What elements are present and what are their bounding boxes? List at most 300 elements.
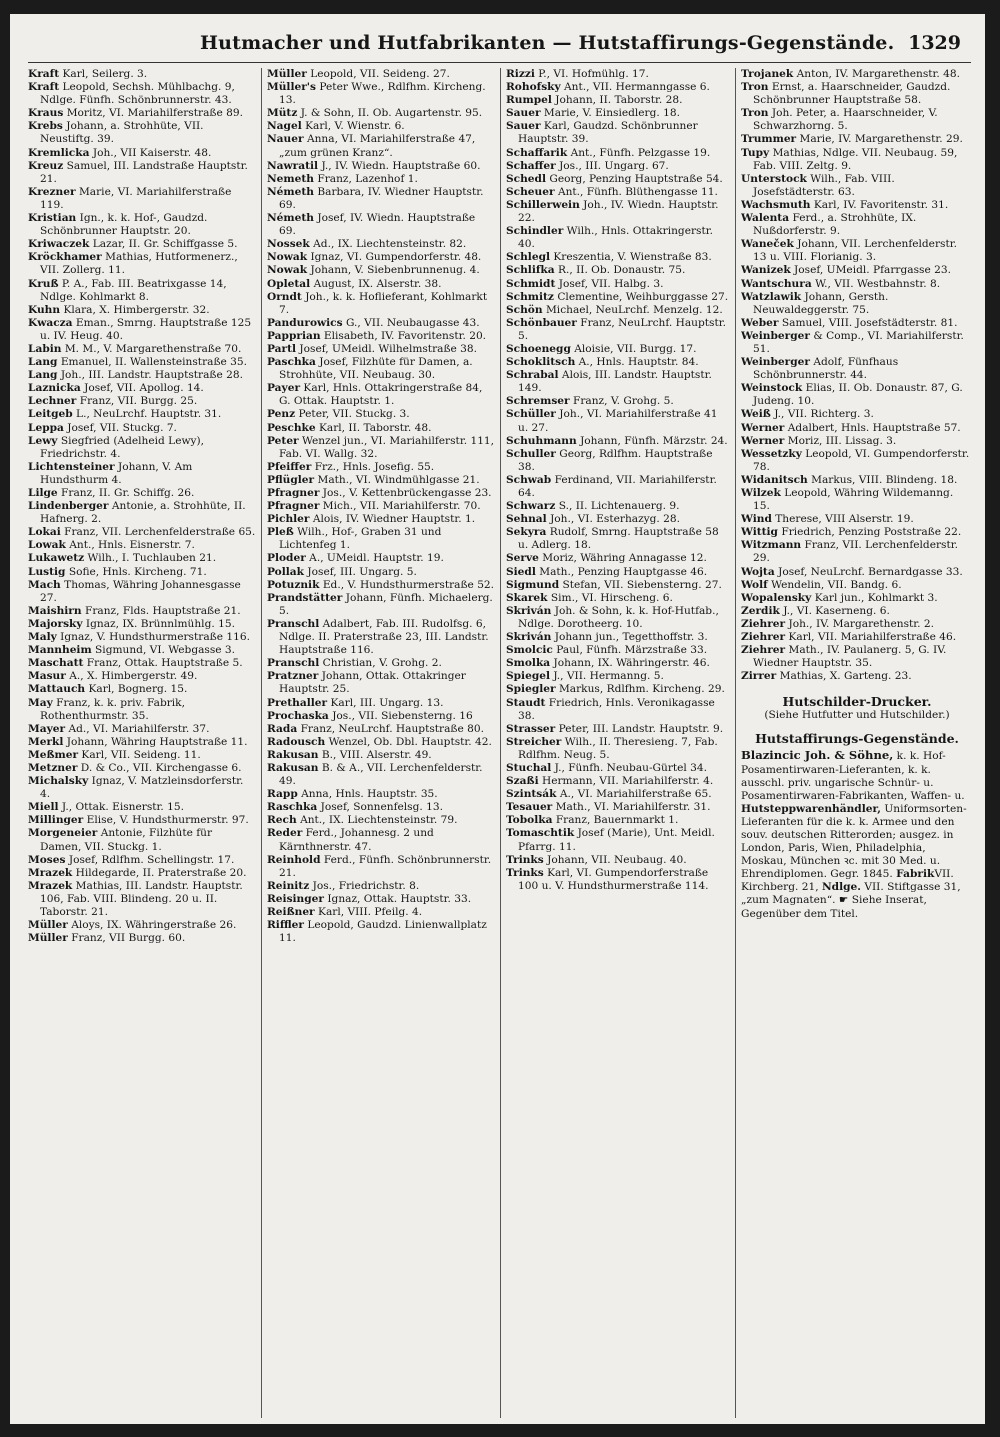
entry-name: Schön bbox=[506, 303, 543, 316]
entry-name: Laznicka bbox=[28, 382, 81, 395]
directory-entry bbox=[267, 762, 495, 788]
directory-entry bbox=[28, 317, 256, 343]
directory-entry bbox=[267, 186, 495, 212]
entry-details: Lazar, II. Gr. Schiffgasse 5. bbox=[92, 238, 238, 251]
column-rule bbox=[500, 68, 501, 1418]
entry-name: Rapp bbox=[267, 788, 298, 801]
entry-details: Johann, IX. Währingerstr. 46. bbox=[553, 657, 710, 670]
entry-name: Spiegler bbox=[506, 683, 556, 696]
directory-entry bbox=[506, 736, 730, 762]
entry-details: J., VII. Hermanng. 5. bbox=[553, 670, 664, 683]
entry-name: Stuchal bbox=[506, 761, 552, 774]
directory-entry bbox=[28, 395, 256, 408]
entry-details: J. & Sohn, II. Ob. Augartenstr. 95. bbox=[300, 107, 483, 120]
directory-entry bbox=[28, 880, 256, 919]
entry-details: Leopold, Währing Wildemanng. 15. bbox=[753, 487, 954, 513]
entry-name: Wopalensky bbox=[741, 591, 812, 604]
entry-name: Watzlawik bbox=[741, 290, 802, 303]
entry-details: Josef, UMeidl. Wilhelmstraße 38. bbox=[299, 342, 478, 355]
directory-entry bbox=[267, 435, 495, 461]
ad-text-1: k. k. Hof-Posamentirwaren-Lieferanten, bbox=[741, 750, 946, 776]
entry-details: Joh., k. k. Hoflieferant, Kohlmarkt 7. bbox=[279, 290, 488, 316]
entry-name: Weber bbox=[741, 316, 779, 329]
entry-details: Sigmund, VI. Webgasse 3. bbox=[95, 644, 236, 657]
running-title: Hutmacher und Hutfabrikanten — Hutstaffirungs-Gegenstände. bbox=[200, 32, 895, 54]
header-rule bbox=[28, 62, 971, 63]
directory-entry bbox=[28, 526, 256, 539]
entry-name: Leppa bbox=[28, 421, 64, 434]
directory-entry bbox=[267, 893, 495, 906]
entry-name: Schrabal bbox=[506, 369, 559, 382]
entry-details: Josef, Sonnenfelsg. 13. bbox=[320, 801, 443, 814]
entry-details: Karl, II. Taborstr. 48. bbox=[319, 421, 432, 434]
entry-details: Hildegarde, II. Praterstraße 20. bbox=[75, 866, 247, 879]
directory-entry bbox=[267, 710, 495, 723]
entry-details: Joh., IV. Wiedn. Hauptstr. 22. bbox=[518, 198, 719, 225]
directory-entry bbox=[741, 81, 973, 107]
entry-name: Strasser bbox=[506, 722, 556, 735]
entry-details: Markus, Rdlfhm. Kircheng. 29. bbox=[558, 683, 725, 696]
directory-entry bbox=[506, 762, 730, 775]
ad-text-2: k. k. ausschl. priv. ungarische Schnür- u. Posamentirwaren-Fabrikanten, Waffen- u. bbox=[741, 763, 965, 802]
entry-details: P. A., Fab. III. Beatrixgasse 14, Ndlge. Kohlmarkt 8. bbox=[40, 277, 227, 303]
entry-name: Kröckhamer bbox=[28, 251, 102, 264]
entry-details: Elise, V. Hundsthurmerstr. 97. bbox=[86, 814, 249, 827]
entry-name: Lukawetz bbox=[28, 552, 85, 565]
entry-name: Streicher bbox=[506, 735, 562, 748]
entry-name: Mannheim bbox=[28, 644, 92, 657]
entry-name: Ziehrer bbox=[741, 631, 786, 644]
directory-entry bbox=[741, 644, 973, 670]
directory-entry bbox=[741, 513, 973, 526]
entry-details: Math., IV. Paulanerg. 5, G. IV. Wiedner Hauptstr. 35. bbox=[753, 644, 947, 670]
entry-details: Sim., VI. Hirscheng. 6. bbox=[550, 591, 673, 604]
entry-name: Prandstätter bbox=[267, 591, 343, 604]
entry-details: Karl, VIII. Pfeilg. 4. bbox=[318, 906, 423, 918]
entry-name: Pollak bbox=[267, 565, 305, 578]
entry-details: Karl, Hnls. Ottakringerstraße 84, G. Ottak. Hauptstr. 1. bbox=[279, 382, 483, 408]
directory-entry bbox=[28, 120, 256, 146]
entry-name: Schlegl bbox=[506, 251, 550, 264]
entry-details: Ignaz, V. Hundsthurmerstraße 116. bbox=[60, 631, 250, 644]
entry-name: Lang bbox=[28, 356, 58, 369]
directory-entry bbox=[28, 736, 256, 749]
directory-entry bbox=[267, 788, 495, 801]
ad-text-4: VII. Kirchberg. 21, bbox=[741, 868, 954, 894]
entry-details: Moriz, Währing Annagasse 12. bbox=[542, 552, 707, 565]
entry-name: Nemeth bbox=[267, 172, 314, 185]
entry-details: Karl, VI. Gumpendorferstraße 100 u. V. Hundsthurmerstraße 114. bbox=[518, 866, 709, 892]
entry-name: Kruß bbox=[28, 277, 59, 290]
entry-name: Tron bbox=[741, 107, 769, 120]
entry-details: Ant., Hnls. Eisnerstr. 7. bbox=[69, 539, 195, 552]
entry-name: Smolka bbox=[506, 657, 551, 670]
entry-details: Clementine, Weihburggasse 27. bbox=[557, 290, 729, 303]
entry-details: Johann, Ottak. Ottakringer Hauptstr. 25. bbox=[279, 670, 466, 696]
entry-details: Ferdinand, VII. Mariahilferstr. 64. bbox=[518, 473, 717, 499]
directory-entry bbox=[741, 631, 973, 644]
entry-details: Josef, NeuLrchf. Bernardgasse 33. bbox=[778, 565, 963, 578]
entry-name: May bbox=[28, 696, 53, 709]
entry-details: Math., VI. Windmühlgasse 21. bbox=[317, 473, 480, 486]
directory-entry bbox=[267, 854, 495, 880]
entry-name: Reinhold bbox=[267, 853, 321, 866]
directory-entry bbox=[28, 579, 256, 605]
entry-name: Schillerwein bbox=[506, 198, 580, 211]
entry-details: A., UMeidl. Hauptstr. 19. bbox=[309, 552, 444, 565]
directory-entry bbox=[28, 814, 256, 827]
entry-name: Wantschura bbox=[741, 277, 812, 290]
directory-entry bbox=[506, 448, 730, 474]
directory-entry bbox=[267, 500, 495, 513]
entry-name: Schuhmann bbox=[506, 434, 577, 447]
entry-name: Wachsmuth bbox=[741, 198, 811, 211]
entry-details: B. & A., VII. Lerchenfelderstr. 49. bbox=[279, 761, 483, 788]
entry-name: Merkl bbox=[28, 735, 64, 748]
entry-name: Schoklitsch bbox=[506, 356, 576, 369]
entry-name: Payer bbox=[267, 382, 301, 395]
column-rule bbox=[735, 68, 736, 1418]
entry-name: Meßmer bbox=[28, 748, 79, 761]
directory-entry bbox=[28, 107, 256, 120]
directory-entry bbox=[741, 435, 973, 448]
directory-entry bbox=[506, 513, 730, 526]
entry-name: Lilge bbox=[28, 487, 58, 499]
entry-name: Rech bbox=[267, 814, 297, 827]
entry-details: Franz, Flds. Hauptstraße 21. bbox=[84, 604, 241, 617]
entry-details: Georg, Penzing Hauptstraße 54. bbox=[549, 172, 723, 185]
entry-details: Ignaz, V. Matzleinsdorferstr. 4. bbox=[40, 775, 244, 801]
entry-details: Franz, NeuLrchf. Hauptstraße 80. bbox=[300, 722, 484, 735]
entry-details: Ad., VI. Mariahilferstr. 37. bbox=[68, 722, 210, 735]
entry-details: A., Hnls. Hauptstr. 84. bbox=[578, 356, 699, 369]
directory-entry bbox=[28, 68, 256, 81]
directory-entry bbox=[267, 278, 495, 291]
entry-details: J., VI. Kaserneng. 6. bbox=[783, 604, 890, 617]
directory-entry bbox=[28, 435, 256, 461]
entry-name: Pfragner bbox=[267, 487, 320, 499]
entry-details: Wenzel jun., VI. Mariahilferstr. 111, Fab. VI. Wallg. 32. bbox=[279, 434, 495, 460]
entry-name: Schwab bbox=[506, 473, 552, 486]
entry-name: Nagel bbox=[267, 120, 302, 133]
directory-entry bbox=[506, 356, 730, 369]
entry-name: Peschke bbox=[267, 421, 316, 434]
entry-details: Wilh., Fab. VIII. Josefstädterstr. 63. bbox=[753, 172, 895, 198]
entry-details: Karl jun., Kohlmarkt 3. bbox=[814, 591, 938, 604]
entry-details: Elias, II. Ob. Donaustr. 87, G. Judeng. 10. bbox=[753, 382, 963, 408]
entry-name: Trinks bbox=[506, 866, 544, 879]
directory-entry bbox=[267, 238, 495, 251]
directory-entry bbox=[741, 317, 973, 330]
entry-details: Moriz, III. Lissag. 3. bbox=[787, 434, 897, 447]
entry-name: Wind bbox=[741, 513, 772, 526]
entry-name: Lichtensteiner bbox=[28, 460, 115, 473]
entry-details: Peter, III. Landstr. Hauptstr. 9. bbox=[558, 722, 724, 735]
directory-entry bbox=[741, 68, 973, 81]
entry-details: Michael, NeuLrchf. Menzelg. 12. bbox=[545, 303, 723, 316]
entry-name: Siedl bbox=[506, 565, 536, 578]
entry-details: Alois, III. Landstr. Hauptstr. 149. bbox=[518, 369, 712, 395]
directory-entry bbox=[506, 801, 730, 814]
directory-entry bbox=[741, 422, 973, 435]
entry-details: Moritz, VI. Mariahilferstraße 89. bbox=[66, 107, 243, 120]
directory-entry bbox=[28, 566, 256, 579]
entry-details: Therese, VIII Alserstr. 19. bbox=[775, 513, 914, 526]
entry-name: Schindler bbox=[506, 225, 564, 238]
entry-name: Michalsky bbox=[28, 775, 89, 788]
entry-details: Franz, Ottak. Hauptstraße 5. bbox=[86, 657, 243, 670]
directory-entry bbox=[741, 382, 973, 408]
entry-details: Karl, VII. Seideng. 11. bbox=[81, 748, 201, 761]
entry-name: Potuznik bbox=[267, 578, 320, 591]
entry-name: Pfragner bbox=[267, 500, 320, 513]
entry-details: Karl, Bognerg. 15. bbox=[88, 683, 188, 696]
entry-details: W., VII. Westbahnstr. 8. bbox=[815, 277, 941, 290]
directory-entry bbox=[28, 461, 256, 487]
entry-details: Joh., VI. Esterhazyg. 28. bbox=[550, 513, 681, 526]
entry-name: Wilzek bbox=[741, 487, 781, 499]
entry-details: Anna, VI. Mariahilferstraße 47, „zum grünen Kranz“. bbox=[279, 133, 476, 159]
entry-name: Lustig bbox=[28, 565, 66, 578]
entry-name: Skarek bbox=[506, 591, 548, 604]
directory-entry bbox=[506, 474, 730, 500]
entry-details: Jos., V. Kettenbrückengasse 23. bbox=[322, 487, 492, 499]
entry-details: L., NeuLrchf. Hauptstr. 31. bbox=[76, 408, 222, 421]
entry-details: Aloys, IX. Währingerstraße 26. bbox=[71, 919, 237, 932]
directory-entry bbox=[506, 278, 730, 291]
directory-entry bbox=[28, 697, 256, 723]
column-1 bbox=[28, 68, 256, 1418]
entry-details: Ed., V. Hundsthurmerstraße 52. bbox=[322, 578, 495, 591]
entry-name: Weinberger bbox=[741, 356, 810, 369]
entry-details: Josef, Rdlfhm. Schellingstr. 17. bbox=[68, 853, 235, 866]
entry-name: Moses bbox=[28, 853, 66, 866]
directory-entry bbox=[28, 81, 256, 107]
directory-entry bbox=[506, 579, 730, 592]
entry-details: Marie, VI. Mariahilferstraße 119. bbox=[40, 185, 232, 211]
entry-name: Lokai bbox=[28, 526, 61, 539]
entry-name: Nawratil bbox=[267, 159, 319, 172]
entry-details: Franz, VII. Burgg. 25. bbox=[79, 395, 198, 408]
entry-name: Kwacza bbox=[28, 316, 73, 329]
entry-details: Mathias, Ndlge. VII. Neubaug. 59, Fab. VIII. Zeltg. 9. bbox=[753, 146, 958, 172]
directory-entry bbox=[506, 173, 730, 186]
directory-entry bbox=[506, 552, 730, 565]
entry-name: Majorsky bbox=[28, 617, 83, 630]
directory-entry bbox=[741, 526, 973, 539]
entry-name: Riffler bbox=[267, 919, 304, 932]
directory-entry bbox=[28, 212, 256, 238]
entry-details: Ignaz, Ottak. Hauptstr. 33. bbox=[327, 892, 472, 905]
entry-details: Kreszentia, V. Wienstraße 83. bbox=[553, 251, 712, 264]
section-note-hutschilder: (Siehe Hutfutter und Hutschilder.) bbox=[764, 709, 950, 722]
directory-entry bbox=[741, 474, 973, 487]
entry-name: Nowak bbox=[267, 251, 308, 264]
entry-details: Thomas, Währing Johannesgasse 27. bbox=[40, 578, 241, 604]
entry-name: Werner bbox=[741, 421, 785, 434]
directory-entry bbox=[28, 343, 256, 356]
entry-details: Ignaz, VI. Gumpendorferstr. 48. bbox=[310, 251, 482, 264]
entry-name: Opletal bbox=[267, 277, 311, 290]
entry-details: Barbara, IV. Wiedner Hauptstr. 69. bbox=[279, 185, 484, 211]
entry-name: Rumpel bbox=[506, 94, 552, 107]
directory-entry bbox=[741, 278, 973, 291]
entry-name: Wojta bbox=[741, 565, 775, 578]
entry-details: Rudolf, Smrng. Hauptstraße 58 u. Adlerg. 18. bbox=[518, 526, 719, 552]
entry-details: Joh. & Sohn, k. k. Hof-Hutfab., Ndlge. Dorotheerg. 10. bbox=[518, 604, 719, 630]
entry-details: Johann, VII. Neubaug. 40. bbox=[547, 853, 687, 866]
entry-name: Waneček bbox=[741, 238, 794, 251]
entry-name: Kreuz bbox=[28, 159, 64, 172]
directory-entry bbox=[267, 330, 495, 343]
directory-entry bbox=[267, 291, 495, 317]
entry-name: Tomaschtik bbox=[506, 827, 575, 840]
ad-bold-1: Hutsteppwarenhändler, bbox=[741, 802, 881, 815]
entry-details: Joh., III. Landstr. Hauptstraße 28. bbox=[60, 369, 243, 382]
entry-name: Kraus bbox=[28, 107, 64, 120]
entry-name: Mütz bbox=[267, 107, 298, 120]
entry-details: Franz, II. Gr. Schiffg. 26. bbox=[61, 487, 195, 499]
entry-details: Ign., k. k. Hof-, Gaudzd. Schönbrunner Hauptstr. 20. bbox=[40, 212, 208, 238]
directory-entry bbox=[28, 278, 256, 304]
entry-details: Wendelin, VII. Bandg. 6. bbox=[771, 578, 902, 591]
entry-name: Müller bbox=[267, 68, 307, 80]
directory-entry bbox=[28, 919, 256, 932]
column-rule bbox=[261, 68, 262, 1418]
entry-details: Anna, Hnls. Hauptstr. 35. bbox=[301, 788, 438, 801]
directory-entry bbox=[267, 343, 495, 356]
entry-details: Anton, IV. Margarethenstr. 48. bbox=[796, 68, 961, 80]
entry-details: J., Fünfh. Neubau-Gürtel 34. bbox=[554, 761, 708, 774]
entry-name: Schüller bbox=[506, 408, 556, 421]
entry-name: Lindenberger bbox=[28, 500, 109, 513]
directory-entry bbox=[506, 264, 730, 277]
directory-entry bbox=[741, 238, 973, 264]
entry-name: Maly bbox=[28, 631, 57, 644]
directory-entry bbox=[267, 408, 495, 421]
directory-entry bbox=[267, 474, 495, 487]
entry-name: Trojanek bbox=[741, 68, 794, 80]
entry-details: Christian, V. Grohg. 2. bbox=[322, 657, 442, 670]
entry-name: Morgeneier bbox=[28, 827, 98, 840]
entry-details: Johann, Gersth. Neuwaldeggerstr. 75. bbox=[753, 290, 889, 316]
entry-name: Zerdik bbox=[741, 604, 780, 617]
entry-name: Tupy bbox=[741, 146, 770, 159]
entry-name: Wittig bbox=[741, 526, 778, 539]
directory-entry bbox=[28, 539, 256, 552]
directory-entry bbox=[506, 251, 730, 264]
directory-entry bbox=[267, 317, 495, 330]
entry-name: Metzner bbox=[28, 761, 78, 774]
entry-name: Szaßi bbox=[506, 775, 539, 788]
directory-entry bbox=[28, 618, 256, 631]
entry-details: Elisabeth, IV. Favoritenstr. 20. bbox=[323, 329, 487, 342]
entry-name: Schmidt bbox=[506, 277, 556, 290]
directory-entry bbox=[506, 867, 730, 893]
column-3 bbox=[506, 68, 730, 1418]
directory-entry bbox=[741, 147, 973, 173]
entry-details: Aloisie, VII. Burgg. 17. bbox=[574, 342, 697, 355]
entry-name: Tobolka bbox=[506, 814, 553, 827]
entry-details: Karl, Gaudzd. Schönbrunner Hauptstr. 39. bbox=[518, 120, 698, 146]
directory-entry bbox=[267, 749, 495, 762]
entry-details: Sofie, Hnls. Kircheng. 71. bbox=[68, 565, 207, 578]
directory-entry bbox=[267, 107, 495, 120]
entry-details: Jos., Friedrichstr. 8. bbox=[312, 879, 420, 892]
entry-details: August, IX. Alserstr. 38. bbox=[313, 277, 442, 290]
entry-details: Samuel, III. Landstraße Hauptstr. 21. bbox=[40, 159, 248, 185]
directory-entry bbox=[506, 186, 730, 199]
entry-details: Stefan, VII. Siebensterng. 27. bbox=[562, 578, 722, 591]
entry-details: Josef, IV. Wiedn. Hauptstraße 69. bbox=[279, 212, 476, 238]
entry-details: Jos., VII. Siebensterng. 16 bbox=[332, 709, 473, 722]
directory-entry bbox=[28, 382, 256, 395]
entry-details: Johann jun., Tegetthoffstr. 3. bbox=[554, 631, 708, 644]
directory-entry bbox=[28, 356, 256, 369]
entry-name: Pandurowics bbox=[267, 316, 343, 329]
entry-name: Nowak bbox=[267, 264, 308, 277]
section-heading-hutstaffirung: Hutstaffirungs-Gegenstände. bbox=[755, 731, 959, 747]
directory-entry bbox=[506, 683, 730, 696]
directory-entry bbox=[506, 160, 730, 173]
directory-entry bbox=[28, 408, 256, 421]
entry-details: A., X. Himbergerstr. 49. bbox=[69, 670, 198, 683]
ad-text-6: Siehe Inserat, Gegenüber dem Titel. bbox=[741, 894, 927, 920]
entry-details: Friedrich, Penzing Poststraße 22. bbox=[781, 526, 962, 539]
entry-details: Ant., IX. Liechtensteinstr. 79. bbox=[300, 814, 458, 827]
entry-name: Schedl bbox=[506, 172, 546, 185]
entry-name: Schwarz bbox=[506, 500, 556, 513]
directory-entry bbox=[267, 736, 495, 749]
entry-details: Johann, V. Siebenbrunnenug. 4. bbox=[310, 264, 480, 277]
directory-entry bbox=[741, 107, 973, 133]
directory-entry bbox=[741, 356, 973, 382]
directory-entry bbox=[506, 343, 730, 356]
directory-entry bbox=[506, 775, 730, 788]
entry-details: Ferd., Johannesg. 2 und Kärnthnerstr. 47. bbox=[279, 827, 434, 853]
entry-details: Karl, IV. Favoritenstr. 31. bbox=[813, 198, 949, 211]
directory-entry bbox=[741, 199, 973, 212]
entry-name: Scheuer bbox=[506, 185, 555, 198]
directory-entry bbox=[741, 291, 973, 317]
entry-name: Pflügler bbox=[267, 473, 315, 486]
column-2 bbox=[267, 68, 495, 1418]
advertisement-entry bbox=[741, 749, 973, 920]
directory-entry bbox=[28, 775, 256, 801]
entry-details: Ant., Fünfh. Blüthengasse 11. bbox=[557, 185, 718, 198]
directory-entry bbox=[741, 330, 973, 356]
entry-details: Joh., VII Kaiserstr. 48. bbox=[92, 146, 212, 159]
entry-details: J., IV. Wiedn. Hauptstraße 60. bbox=[321, 159, 481, 172]
entry-name: Kriwaczek bbox=[28, 238, 90, 251]
entry-name: Rohofsky bbox=[506, 81, 561, 94]
entry-name: Prochaska bbox=[267, 709, 329, 722]
directory-entry bbox=[28, 186, 256, 212]
entry-details: Leopold, Gaudzd. Linienwallplatz 11. bbox=[279, 919, 487, 945]
entry-details: Josef, III. Ungarg. 5. bbox=[307, 565, 417, 578]
directory-entry bbox=[506, 369, 730, 395]
entry-name: Sekyra bbox=[506, 526, 547, 539]
entry-name: Sigmund bbox=[506, 578, 560, 591]
directory-entry bbox=[506, 788, 730, 801]
columns-area bbox=[28, 68, 973, 1418]
entry-name: Pichler bbox=[267, 513, 310, 526]
entry-details: Karl, Seilerg. 3. bbox=[62, 68, 148, 80]
entry-name: Rakusan bbox=[267, 748, 319, 761]
entry-details: Mathias, III. Landstr. Hauptstr. 106, Fab. VIII. Blindeng. 20 u. II. Taborstr. 21. bbox=[40, 879, 243, 918]
entry-details: Ernst, a. Haarschneider, Gaudzd. Schönbrunner Hauptstraße 58. bbox=[753, 81, 951, 107]
directory-entry bbox=[506, 408, 730, 434]
